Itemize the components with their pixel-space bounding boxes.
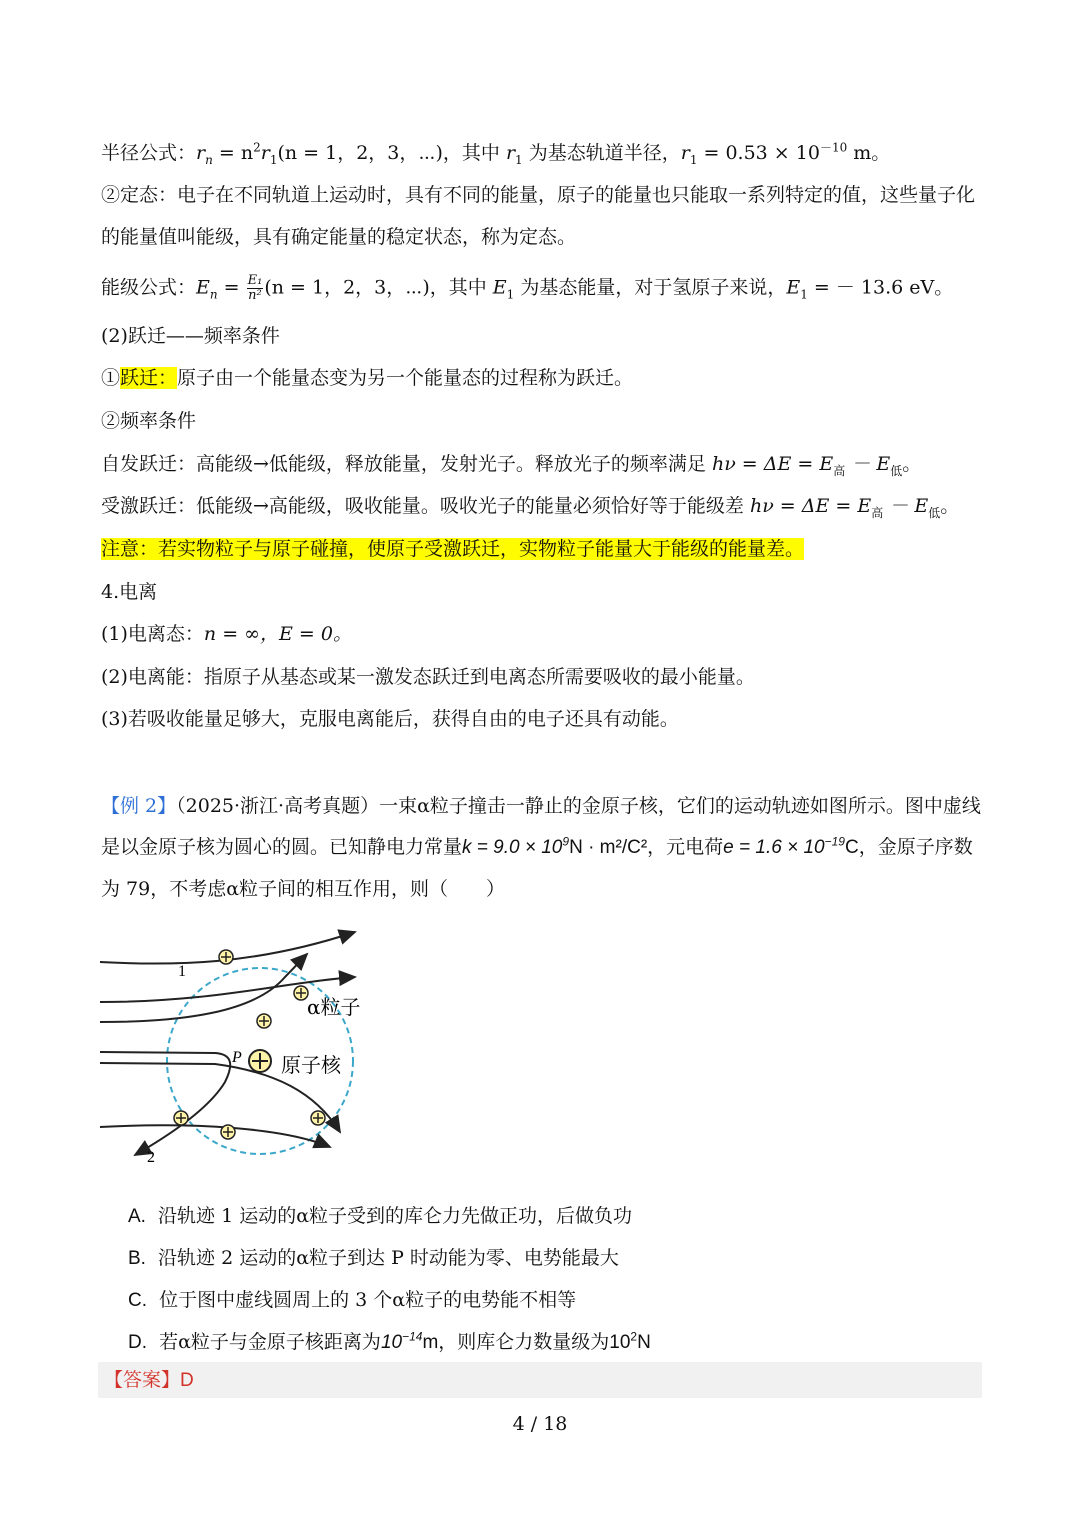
sub-1b: 1 — [515, 152, 523, 167]
sub-n: n — [205, 152, 213, 167]
k-unit: N · m²/C² — [569, 837, 648, 858]
spont-high: 高 — [833, 463, 846, 478]
radius-condition: (n = 1，2，3，⋯)，其中 — [277, 142, 506, 164]
sup-2: 2 — [253, 140, 261, 155]
spont-formula: hν = ΔE = E — [711, 453, 834, 475]
transition-item1-text: 原子由一个能量态变为另一个能量态的过程称为跃迁。 — [177, 367, 634, 389]
spontaneous-line — [101, 451, 921, 477]
sub-n-energy: n — [209, 287, 218, 302]
option-c-key: C. — [128, 1290, 147, 1311]
ionization-heading: 4.电离 — [101, 581, 158, 603]
e-exponent: −19 — [824, 834, 845, 849]
r-symbol: r — [196, 142, 206, 164]
option-d-distance: 10 — [380, 1332, 403, 1353]
answer-value: D — [180, 1370, 194, 1391]
example-text-2a: 是以金原子核为圆心的圆。已知静电力常量 — [101, 836, 463, 858]
spont-end: 。 — [902, 453, 922, 475]
E1-symbol-b: E — [786, 276, 801, 299]
example-line-3: 为 79，不考虑α粒子间的相互作用，则（ ） — [101, 878, 506, 900]
option-a-text: 沿轨迹 1 运动的α粒子受到的库仑力先做正功，后做负功 — [158, 1205, 633, 1227]
option-a[interactable] — [128, 1203, 632, 1230]
ionization-item2: (2)电离能：指原子从基态或某一激发态跃迁到电离态所需要吸收的最小能量。 — [101, 666, 755, 688]
r1-symbol: r — [260, 142, 270, 164]
stim-text: 受激跃迁：低能级→高能级，吸收能量。吸收光子的能量必须恰好等于能级差 — [101, 495, 750, 517]
transition-item1 — [101, 365, 633, 391]
example-text-2c: ，金原子序数 — [858, 836, 973, 858]
energy-desc: 为基态能量，对于氢原子来说， — [514, 276, 787, 299]
sub-1b-energy: 1 — [800, 287, 808, 302]
option-d-force-exp: 2 — [630, 1329, 638, 1344]
stim-minus: － E — [883, 495, 929, 517]
stim-high: 高 — [871, 505, 884, 520]
radius-exp: －10 — [819, 140, 848, 155]
alpha-scattering-figure — [95, 922, 395, 1167]
option-d-key: D. — [128, 1332, 147, 1353]
option-d-text-c: N — [637, 1332, 651, 1353]
trajectory-2 — [100, 1052, 230, 1155]
transition-term-highlight: 跃迁： — [120, 367, 178, 389]
fraction-numerator: E₁ — [247, 273, 263, 288]
stationary-line-1: ②定态：电子在不同轨道上运动时，具有不同的能量，原子的能量也只能取一系列特定的值，这些量子化 — [101, 184, 976, 206]
option-b-key: B. — [128, 1248, 146, 1269]
option-d-distance-exp: −14 — [402, 1329, 423, 1344]
answer-label: 【答案】 — [104, 1369, 181, 1391]
label-2: 2 — [147, 1149, 155, 1166]
E-symbol: E — [196, 276, 210, 299]
e-unit: C — [844, 837, 859, 858]
radius-label: 半径公式： — [101, 142, 197, 164]
E1-symbol: E — [492, 276, 507, 299]
stim-low: 低 — [928, 505, 941, 520]
note-line — [101, 536, 804, 562]
r1-symbol-b: r — [505, 142, 516, 164]
energy-value: = － 13.6 eV。 — [807, 276, 954, 299]
option-d-text-b: m，则库仑力数量级为10 — [422, 1332, 631, 1353]
alpha-plus-signs — [176, 952, 323, 1137]
energy-label: 能级公式： — [101, 276, 197, 299]
energy-condition: (n = 1，2，3，⋯)，其中 — [264, 276, 493, 299]
k-expression: k = 9.0 × 10 — [462, 837, 563, 858]
energy-formula-line — [101, 274, 953, 303]
energy-eq: = — [217, 276, 246, 299]
option-b[interactable] — [128, 1245, 619, 1272]
energy-fraction — [247, 274, 264, 303]
option-c[interactable] — [128, 1287, 576, 1314]
page-number: 4 / 18 — [512, 1413, 568, 1435]
label-1: 1 — [178, 963, 186, 980]
radius-value: = 0.53 × 10 — [697, 142, 820, 164]
spont-minus: － E — [845, 453, 891, 475]
radius-unit: m。 — [847, 142, 891, 164]
label-nucleus: 原子核 — [281, 1053, 341, 1077]
stim-end: 。 — [940, 495, 960, 517]
trajectory-6 — [100, 1125, 330, 1147]
example-text-1: 一束α粒子撞击一静止的金原子核，它们的运动轨迹如图所示。图中虚线 — [379, 795, 981, 817]
example-line-2 — [101, 834, 973, 861]
ionization-item1 — [101, 621, 352, 647]
sub-1: 1 — [269, 152, 278, 167]
note-highlight: 注意：若实物粒子与原子碰撞，使原子受激跃迁，实物粒子能量大于能级的能量差。 — [101, 538, 805, 560]
example-source: （2025·浙江·高考真题） — [176, 795, 380, 817]
stim-formula: hν = ΔE = E — [749, 495, 872, 517]
option-a-key: A. — [128, 1206, 146, 1227]
example-text-2b: ，元电荷 — [647, 836, 724, 858]
option-d-text-a: 若α粒子与金原子核距离为 — [159, 1331, 381, 1353]
ionization-item1-value: n = ∞，E = 0。 — [203, 623, 352, 645]
transition-item2: ②频率条件 — [101, 410, 197, 432]
answer-bar — [98, 1362, 982, 1398]
sub-1-energy: 1 — [506, 287, 515, 302]
ionization-item3: (3)若吸收能量足够大，克服电离能后，获得自由的电子还具有动能。 — [101, 708, 679, 730]
e-expression: e = 1.6 × 10 — [723, 837, 825, 858]
k-exponent: 9 — [562, 834, 570, 849]
r1-symbol-c: r — [680, 142, 690, 164]
eq-text: = n — [212, 142, 254, 164]
option-b-text: 沿轨迹 2 运动的α粒子到达 P 时动能为零、电势能最大 — [158, 1247, 619, 1269]
item1-marker: ① — [101, 367, 121, 389]
stationary-line-2: 的能量值叫能级，具有确定能量的稳定状态，称为定态。 — [101, 226, 577, 248]
example-line-1 — [101, 793, 981, 819]
spont-text: 自发跃迁：高能级→低能级，释放能量，发射光子。释放光子的频率满足 — [101, 453, 712, 475]
answer-line — [104, 1367, 194, 1394]
label-P: P — [232, 1049, 242, 1066]
radius-desc: 为基态轨道半径， — [522, 142, 681, 164]
ionization-item1-label: (1)电离态： — [101, 623, 204, 645]
spont-low: 低 — [890, 463, 903, 478]
transition-heading: (2)跃迁——频率条件 — [101, 325, 280, 347]
example-label: 【例 2】 — [101, 795, 177, 817]
sub-1c: 1 — [689, 152, 698, 167]
fraction-denominator: n² — [248, 288, 262, 303]
option-c-text: 位于图中虚线圆周上的 3 个α粒子的电势能不相等 — [159, 1289, 577, 1311]
stimulated-line — [101, 493, 959, 519]
option-d[interactable] — [128, 1329, 651, 1356]
label-alpha: α粒子 — [307, 995, 361, 1019]
radius-formula-line — [101, 140, 890, 166]
